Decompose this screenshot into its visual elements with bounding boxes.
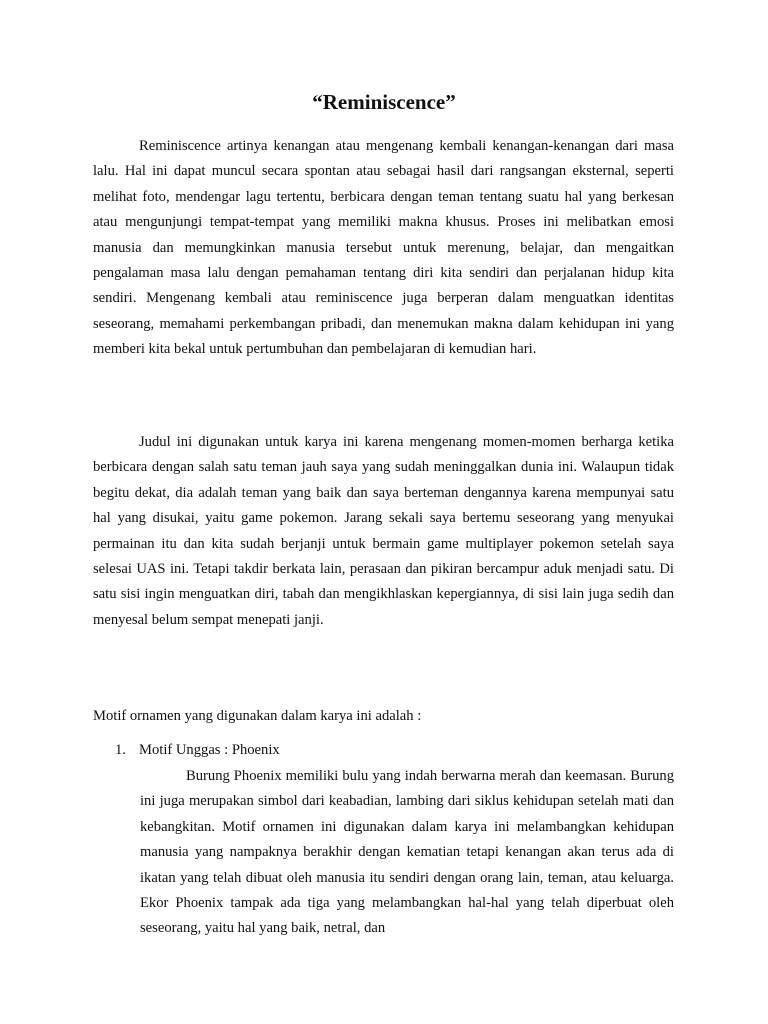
document-title: “Reminiscence” [312,90,456,114]
list-item-heading: Motif Unggas : Phoenix [139,742,280,758]
paragraph-definition: Reminiscence artinya kenangan atau mengenang kembali kenangan-kenangan dari masa lalu. Hal ini dapat muncul secara spontan atau sebagai hasil dari rangsangan eksternal, seperti melihat foto, mendengar lagu tertentu, berbicara dengan teman tentang suatu hal yang berkesan atau mengunjungi tempat-tempat yang memiliki makna khusus. Proses ini melibatkan emosi manusia dan memungkinkan manusia tersebut untuk merenung, belajar, dan mengaitkan pengalaman masa lalu dengan pemahaman tentang diri kita sendiri dan perjalanan hidup kita sendiri. Mengenang kembali atau reminiscence juga berperan dalam menguatkan identitas seseorang, memahami perkembangan pribadi, dan menemukan makna dalam kehidupan ini yang memberi kita bekal untuk pertumbuhan dan pembelajaran di kemudian hari. [93,138,674,358]
ornament-intro: Motif ornamen yang digunakan dalam karya ini adalah : [93,708,422,724]
list-item-body: Burung Phoenix memiliki bulu yang indah berwarna merah dan keemasan. Burung ini juga merupakan simbol dari keabadian, lambing dari siklus kehidupan setelah mati dan kebangkitan. Motif ornamen ini digunakan dalam karya ini melambangkan kehidupan manusia yang nampaknya berakhir dengan kematian tetapi kenangan akan terus ada di ikatan yang telah dibuat oleh manusia itu sendiri dengan orang lain, teman, atau keluarga. Ekor Phoenix tampak ada tiga yang melambangkan hal-hal yang telah diperbuat oleh seseorang, yaitu hal yang baik, netral, dan [140,768,674,937]
list-item-number: 1. [115,742,126,758]
paragraph-title-reason: Judul ini digunakan untuk karya ini karena mengenang momen-momen berharga ketika berbicara dengan salah satu teman jauh saya yang sudah meninggalkan dunia ini. Walaupun tidak begitu dekat, dia adalah teman yang baik dan saya berteman dengannya karena mempunyai satu hal yang disukai, yaitu game pokemon. Jarang sekali saya bertemu seseorang yang menyukai permainan itu dan kita sudah berjanji untuk bermain game multiplayer pokemon setelah saya selesai UAS ini. Tetapi takdir berkata lain, perasaan dan pikiran bercampur aduk menjadi satu. Di satu sisi ingin menguatkan diri, tabah dan mengikhlaskan kepergiannya, di sisi lain juga sedih dan menyesal belum sempat menepati janji. [93,434,674,628]
